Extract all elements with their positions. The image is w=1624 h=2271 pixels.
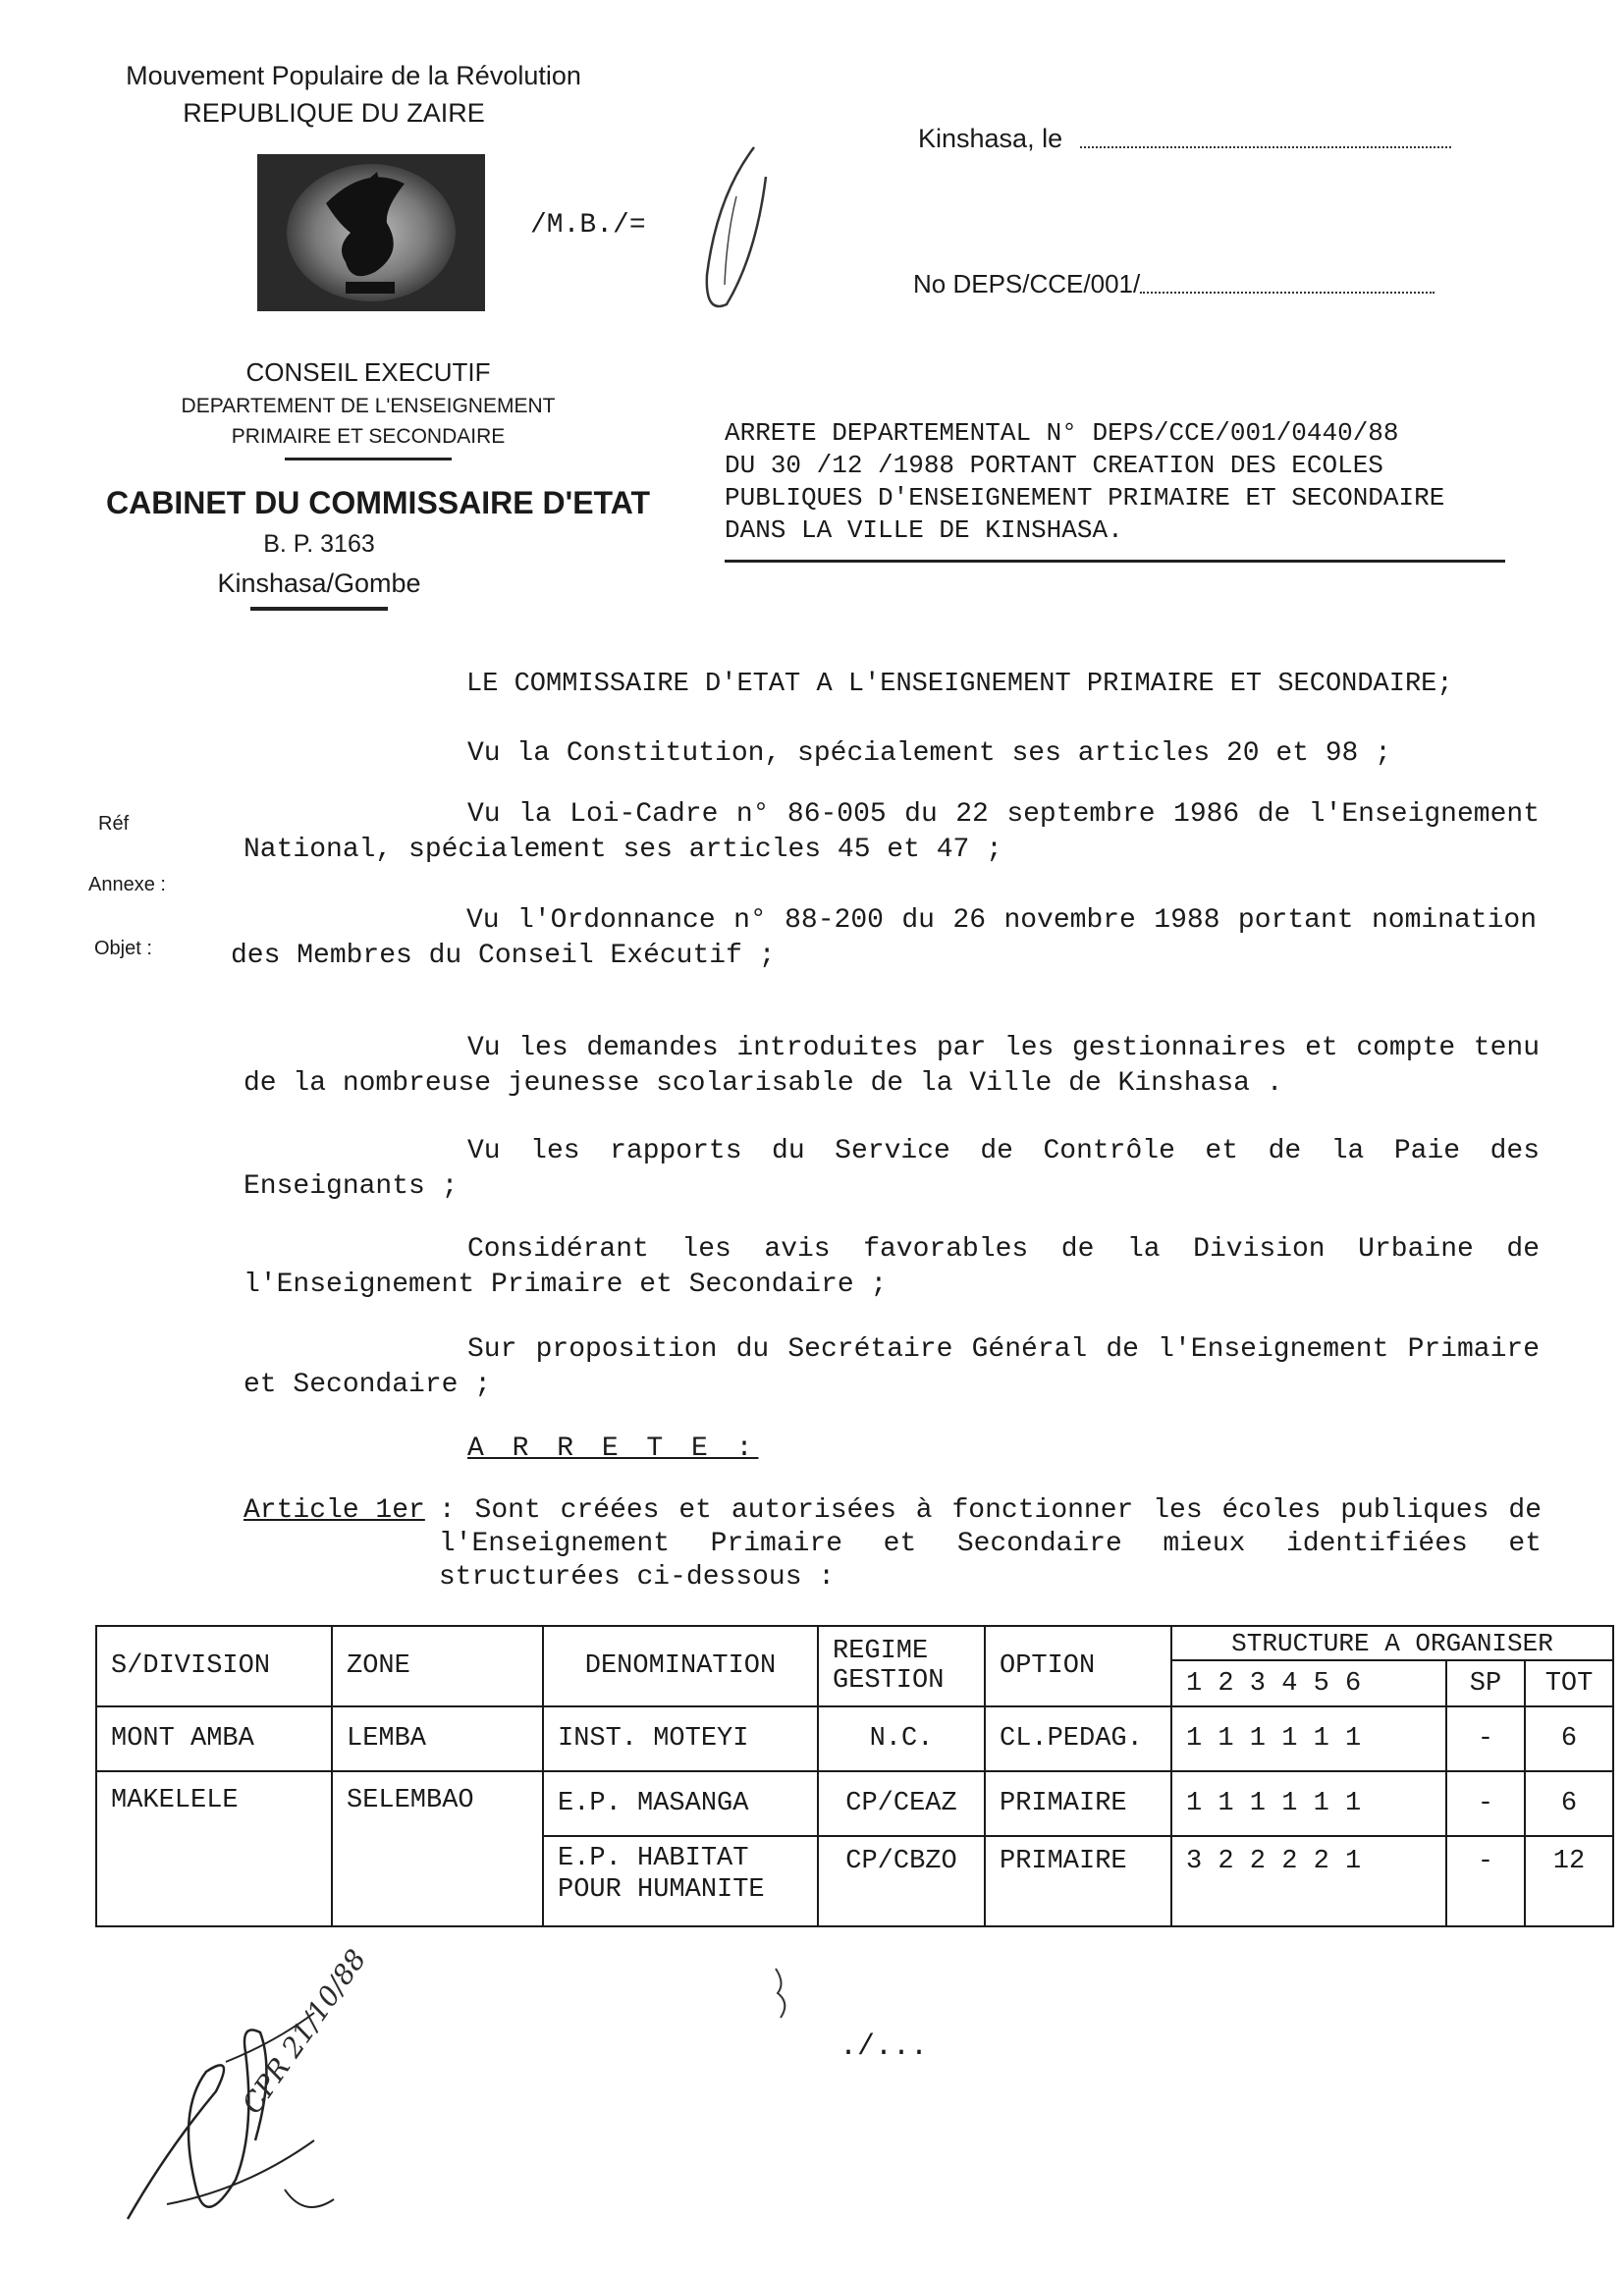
table-row	[96, 1706, 1613, 1771]
preamble-considerant: Considérant les avis favorables de la Division Urbaine de l'Enseignement Primaire et Secondaire ;	[244, 1234, 1540, 1300]
continuation-mark: ./...	[839, 2030, 929, 2064]
cell-sp: -	[1446, 1771, 1525, 1836]
small-handwritten-mark-icon	[766, 1964, 805, 2023]
table-row	[96, 1771, 1613, 1836]
cell-zone: SELEMBAO	[332, 1771, 543, 1926]
article-1	[244, 1494, 1542, 1595]
commissaire-heading: LE COMMISSAIRE D'ETAT A L'ENSEIGNEMENT PRIMAIRE ET SECONDAIRE;	[466, 670, 1453, 699]
schools-table	[95, 1625, 1614, 1927]
movement-name: Mouvement Populaire de la Révolution	[126, 61, 581, 90]
col-regime: REGIME GESTION	[818, 1626, 985, 1706]
cell-zone: LEMBA	[332, 1706, 543, 1771]
ref-label: Réf	[98, 813, 130, 835]
cell-option: PRIMAIRE	[985, 1836, 1171, 1926]
divider	[250, 607, 388, 611]
handwritten-initials: CPR 21/10/88	[236, 1943, 373, 2120]
reference-line	[913, 269, 1435, 299]
decree-title	[725, 417, 1510, 547]
preamble-ordonnance: Vu l'Ordonnance n° 88-200 du 26 novembre 1988 portant nomination des Membres du Conseil Exécutif ;	[231, 905, 1537, 971]
cabinet-block	[74, 481, 682, 611]
cell-denomination: E.P. HABITAT POUR HUMANITE	[543, 1836, 818, 1926]
cell-option: CL.PEDAG.	[985, 1706, 1171, 1771]
department-line-2: PRIMAIRE ET SECONDAIRE	[231, 425, 506, 448]
reference-blank	[1140, 292, 1435, 294]
decree-title-line-1: ARRETE DEPARTEMENTAL N° DEPS/CCE/001/0440/88	[725, 418, 1399, 448]
date-label: Kinshasa, le	[918, 124, 1063, 153]
preamble-constitution: Vu la Constitution, spécialement ses articles 20 et 98 ;	[467, 738, 1391, 769]
date-blank	[1080, 146, 1451, 148]
objet-label: Objet :	[94, 938, 152, 959]
annexe-label: Annexe :	[88, 874, 166, 895]
arrete-heading: A R R E T E :	[467, 1433, 759, 1464]
article-1-label: Article 1er	[244, 1495, 425, 1526]
cell-sp: -	[1446, 1706, 1525, 1771]
cell-regime: CP/CEAZ	[818, 1771, 985, 1836]
table-header-row	[96, 1626, 1613, 1660]
council-block	[147, 353, 589, 460]
col-classes: 1 2 3 4 5 6	[1171, 1660, 1446, 1706]
col-subdivision: S/DIVISION	[96, 1626, 332, 1706]
cell-regime: CP/CBZO	[818, 1836, 985, 1926]
postal-box: B. P. 3163	[263, 530, 375, 558]
city-name: Kinshasa/Gombe	[217, 568, 421, 598]
council-name: CONSEIL EXECUTIF	[245, 357, 491, 387]
preamble-demandes: Vu les demandes introduites par les gestionnaires et compte tenu de la nombreuse jeunesse scolarisable de la Ville de Kinshasa .	[244, 1033, 1540, 1099]
cell-tot: 6	[1525, 1706, 1613, 1771]
department-line-1: DEPARTEMENT DE L'ENSEIGNEMENT	[181, 395, 556, 417]
cell-classes: 3 2 2 2 2 1	[1171, 1836, 1446, 1926]
article-1-text: : Sont créées et autorisées à fonctionner les écoles publiques de l'Enseignement Primaire et Secondaire mieux identifiées et structurées ci-dessous :	[438, 1495, 1542, 1593]
cell-classes: 1 1 1 1 1 1	[1171, 1771, 1446, 1836]
cell-classes: 1 1 1 1 1 1	[1171, 1706, 1446, 1771]
col-tot: TOT	[1525, 1660, 1613, 1706]
cell-sp: -	[1446, 1836, 1525, 1926]
cell-tot: 12	[1525, 1836, 1613, 1926]
col-zone: ZONE	[332, 1626, 543, 1706]
col-option: OPTION	[985, 1626, 1171, 1706]
signature-icon	[108, 1993, 422, 2248]
republic-name: REPUBLIQUE DU ZAIRE	[183, 98, 485, 128]
decree-title-line-2: DU 30 /12 /1988 PORTANT CREATION DES ECOLES	[725, 451, 1383, 480]
state-emblem	[257, 154, 485, 311]
col-denomination: DENOMINATION	[543, 1626, 818, 1706]
title-underline	[725, 560, 1505, 563]
cell-denomination: INST. MOTEYI	[543, 1706, 818, 1771]
cell-tot: 6	[1525, 1771, 1613, 1836]
preamble-loi-cadre: Vu la Loi-Cadre n° 86-005 du 22 septembre 1986 de l'Enseignement National, spécialement ses articles 45 et 47 ;	[244, 799, 1540, 865]
cabinet-title: CABINET DU COMMISSAIRE D'ETAT	[106, 485, 650, 520]
preamble-proposition: Sur proposition du Secrétaire Général de l'Enseignement Primaire et Secondaire ;	[244, 1334, 1540, 1400]
issuer-block	[59, 57, 648, 132]
preamble-rapports: Vu les rapports du Service de Contrôle et de la Paie des Enseignants ;	[244, 1136, 1540, 1202]
col-sp: SP	[1446, 1660, 1525, 1706]
cell-subdivision: MONT AMBA	[96, 1706, 332, 1771]
col-structure: STRUCTURE A ORGANISER	[1171, 1626, 1613, 1660]
date-line	[918, 124, 1451, 154]
handwritten-mark-icon	[687, 137, 795, 334]
divider	[285, 458, 452, 460]
cell-denomination: E.P. MASANGA	[543, 1771, 818, 1836]
cell-subdivision: MAKELELE	[96, 1771, 332, 1926]
cell-option: PRIMAIRE	[985, 1771, 1171, 1836]
decree-title-line-4: DANS LA VILLE DE KINSHASA.	[725, 515, 1123, 545]
reference-number: No DEPS/CCE/001/	[913, 269, 1141, 298]
cell-regime: N.C.	[818, 1706, 985, 1771]
mb-reference: /M.B./=	[530, 210, 646, 241]
decree-title-line-3: PUBLIQUES D'ENSEIGNEMENT PRIMAIRE ET SECONDAIRE	[725, 483, 1445, 513]
